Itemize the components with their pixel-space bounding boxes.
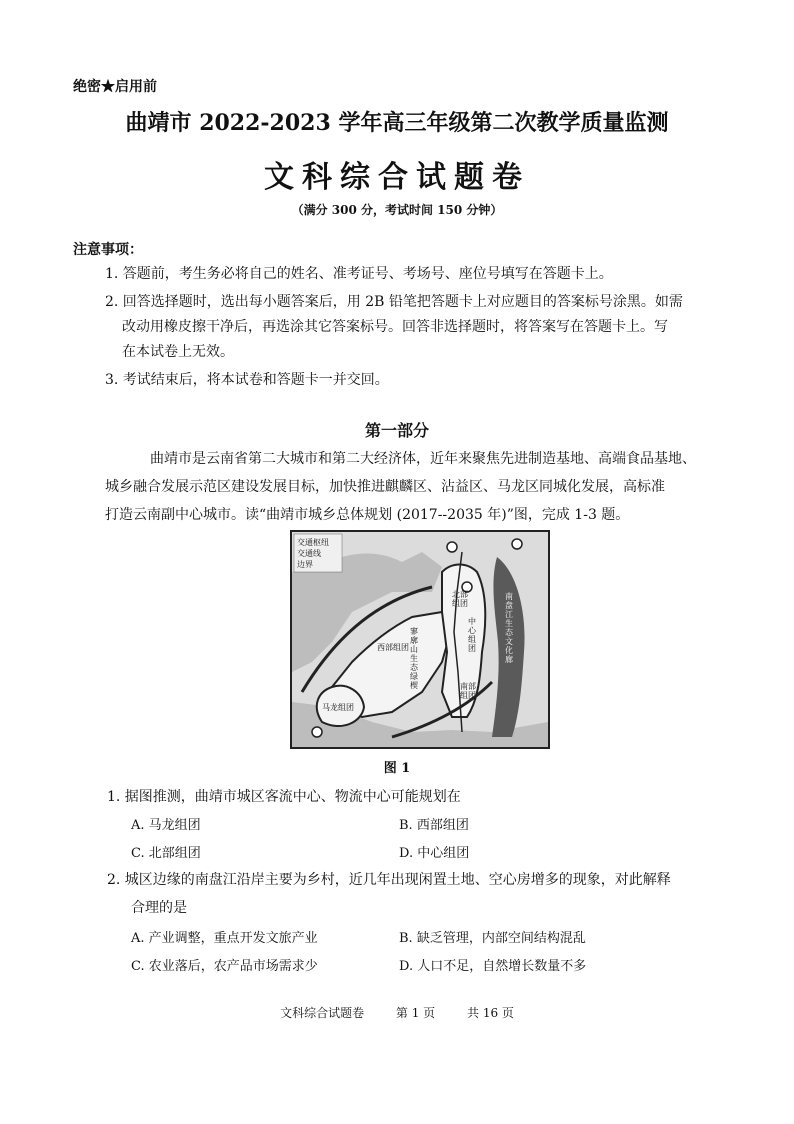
note-item-3: 3. 考试结束后，将本试卷和答题卡一并交回。 <box>105 372 389 388</box>
score-note: （满分 300 分，考试时间 150 分钟） <box>291 203 503 217</box>
map-label-river-corridor: 南盘江生态文化廊 <box>505 592 513 664</box>
planning-map <box>290 530 550 749</box>
question-1-stem: 1. 据图推测，曲靖市城区客流中心、物流中心可能规划在 <box>107 789 461 805</box>
intro-paragraph-line-1: 曲靖市是云南省第二大城市和第二大经济体，近年来聚焦先进制造基地、高端食品基地、 <box>150 451 696 467</box>
question-1-option-b: B. 西部组团 <box>399 818 469 833</box>
note-item-2-line-1: 2. 回答选择题时，选出每小题答案后，用 2B 铅笔把答题卡上对应题目的答案标号涂黑。如需 <box>105 294 683 310</box>
figure-caption: 图 1 <box>383 761 411 776</box>
intro-paragraph-line-3: 打造云南副中心城市。读“曲靖市城乡总体规划 (2017--2035 年)”图，完成 1-3 题。 <box>105 507 630 523</box>
exam-title: 曲靖市 2022-2023 学年高三年级第二次教学质量监测 <box>125 110 669 136</box>
map-label-west: 西部组团 <box>377 643 409 652</box>
question-1-option-d: D. 中心组团 <box>399 846 470 861</box>
notes-heading: 注意事项： <box>73 242 143 258</box>
part-title: 第一部分 <box>364 421 429 440</box>
footer-exam-name: 文科综合试题卷 <box>280 1006 365 1020</box>
question-2-stem-line-2: 合理的是 <box>131 900 187 916</box>
exam-subtitle: 文科综合试题卷 <box>264 160 530 195</box>
map-label-green-wedge: 寥廓山生态绿楔 <box>410 627 418 690</box>
confidential-mark: 绝密★启用前 <box>73 79 157 95</box>
intro-paragraph-line-2: 城乡融合发展示范区建设发展目标，加快推进麒麟区、沾益区、马龙区同城化发展，高标准 <box>105 479 665 495</box>
map-legend-line: 交通线 <box>297 549 321 558</box>
page-footer <box>0 1004 794 1021</box>
question-2-option-b: B. 缺乏管理，内部空间结构混乱 <box>399 931 586 946</box>
map-label-center: 中心组团 <box>468 617 476 653</box>
note-item-2-line-2: 改动用橡皮擦干净后，再选涂其它答案标号。回答非选择题时，将答案写在答题卡上。写 <box>122 319 668 335</box>
map-label-south: 南部组团 <box>460 682 476 700</box>
map-legend-hub: 交通枢纽 <box>297 538 329 547</box>
map-label-malong: 马龙组团 <box>322 703 354 712</box>
question-2-option-d: D. 人口不足，自然增长数量不多 <box>399 959 587 974</box>
note-item-1: 1. 答题前，考生务必将自己的姓名、准考证号、考场号、座位号填写在答题卡上。 <box>105 266 613 282</box>
question-1-option-c: C. 北部组团 <box>131 846 201 861</box>
map-label-north: 北部组团 <box>452 590 468 608</box>
question-2-option-c: C. 农业落后，农产品市场需求少 <box>131 959 318 974</box>
footer-total-pages: 共 16 页 <box>467 1006 514 1020</box>
question-2-stem-line-1: 2. 城区边缘的南盘江沿岸主要为乡村，近几年出现闲置土地、空心房增多的现象，对此解释 <box>107 872 671 888</box>
note-item-2-line-3: 在本试卷上无效。 <box>122 344 234 360</box>
question-1-option-a: A. 马龙组团 <box>131 818 201 833</box>
question-2-option-a: A. 产业调整，重点开发文旅产业 <box>131 931 318 946</box>
footer-page-number: 第 1 页 <box>395 1006 436 1020</box>
map-legend-boundary: 边界 <box>297 560 313 569</box>
